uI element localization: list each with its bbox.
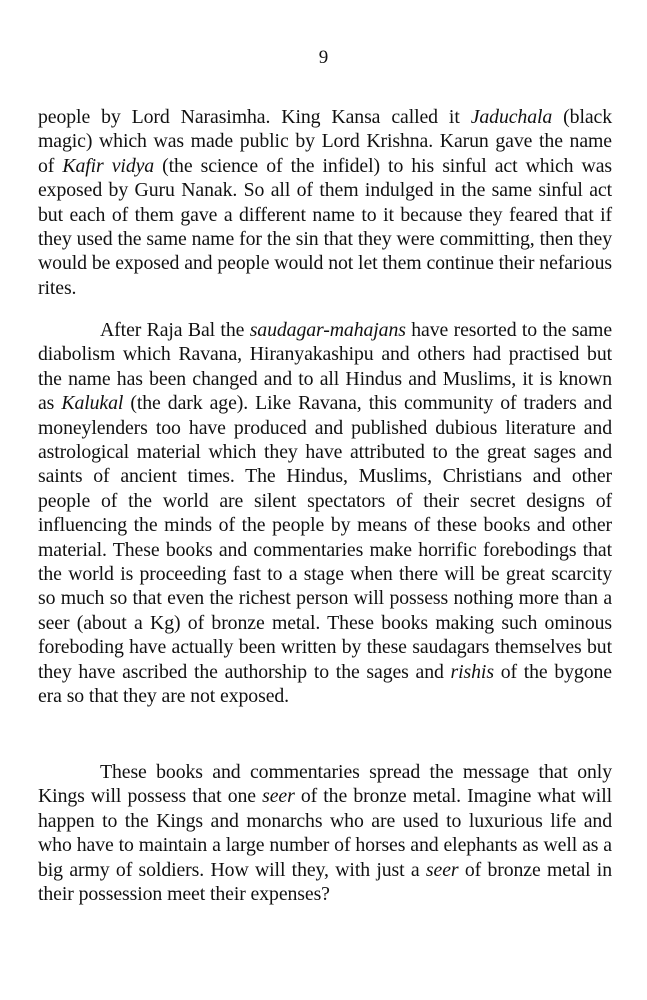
italic-term: seer [262, 785, 295, 808]
text-run: These books and commentaries spread the message that only Kings will possess that one [38, 761, 612, 808]
text-run: people by Lord Narasimha. King Kansa called it [38, 106, 471, 128]
paragraph-2 [38, 318, 612, 709]
text-run: of the bronze metal. Imagine what will happen to the Kings and monarchs who are used to luxurious life and who have to maintain a large number of horses and elephants as well as a big army of soldiers. How will they, with just a [38, 785, 612, 881]
paragraph-3 [38, 760, 612, 906]
text-run: have resorted to the same diabolism which Ravana, Hiranyakashipu and others had practised but the name has been changed and to all Hindus and Muslims, it is known as [38, 319, 612, 415]
italic-term: Jaduchala [470, 106, 553, 128]
italic-term: Kalukal [61, 392, 124, 415]
text-run: (the science of the infidel) to his sinful act which was exposed by Guru Nanak. So all of them indulged in the same sinful act but each of them gave a different name to it because they feared that if they used the same name for the sin that they were committing, then they would be exposed and people would not let them continue their nefarious rites. [38, 154, 612, 299]
text-run: (the dark age). Like Ravana, this community of traders and moneylenders too have produced and published dubious literature and astrological material which they have attributed to the great sages and saints of ancient times. The Hindus, Muslims, Christians and other people of the world are silent spectators of their secret designs of influencing the minds of the people by means of these books and other material. These books and commentaries make horrific forebodings that the world is proceeding fast to a stage when there will be great scarcity so much so that even the richest person will possess nothing more than a seer (about a Kg) of bronze metal. These books making such ominous foreboding have actually been written by these saudagars themselves but they have ascribed the authorship to the sages and [38, 392, 613, 683]
paragraph-text [38, 760, 612, 906]
italic-term: seer [425, 858, 459, 881]
italic-term: saudagar-mahajans [249, 319, 406, 341]
paragraph-1 [38, 105, 612, 300]
paragraph-text [38, 105, 612, 300]
page-number: 9 [318, 47, 329, 68]
text-run: of the bygone era so that they are not exposed. [38, 660, 612, 708]
text-run: After Raja Bal the [100, 319, 250, 341]
italic-term: rishis [450, 660, 494, 683]
text-run: of bronze metal in their possession meet their expenses? [38, 858, 612, 906]
italic-term: Kafir vidya [62, 154, 155, 177]
paragraph-text [38, 318, 612, 709]
text-run: (black magic) which was made public by Lord Krishna. Karun gave the name of [38, 106, 613, 177]
